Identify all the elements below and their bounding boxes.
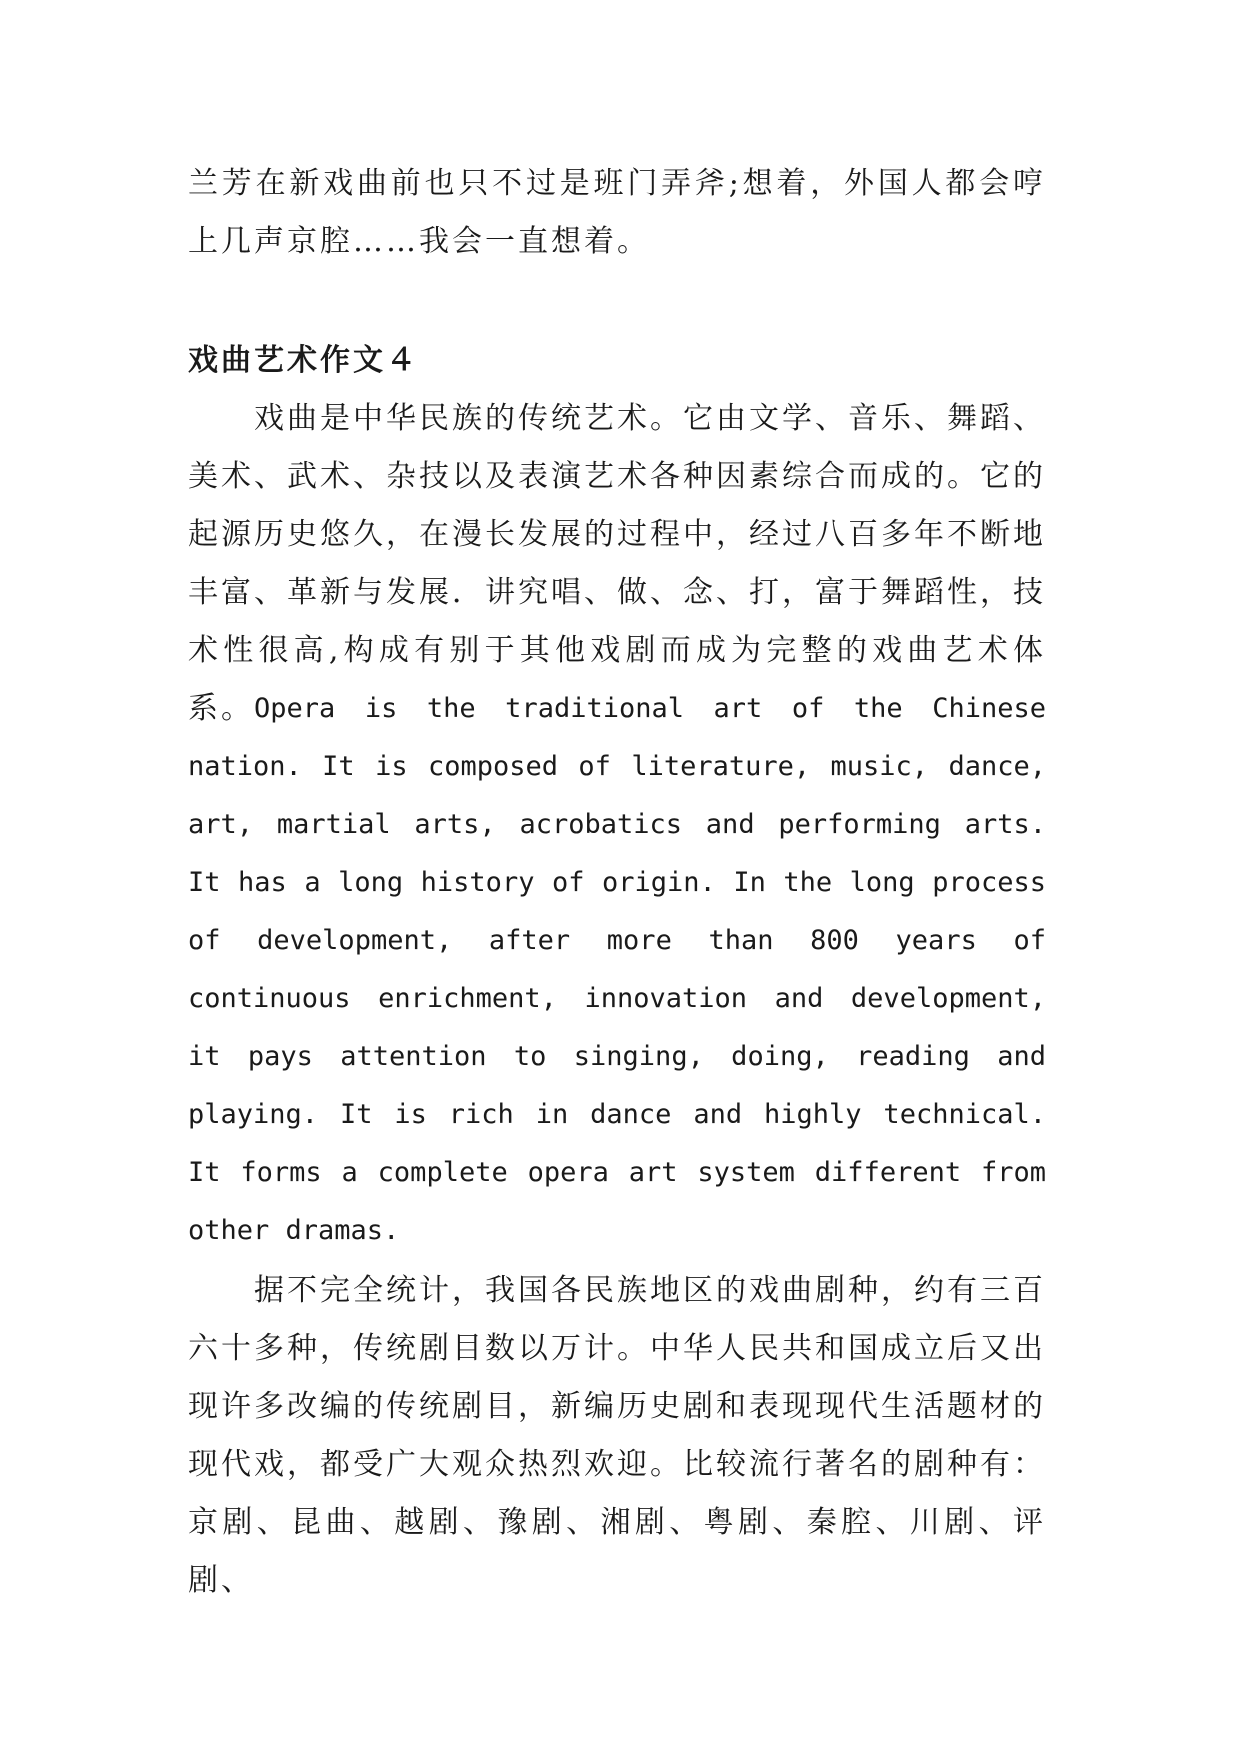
body-en-paragraph: Opera is the traditional art of the Chinese nation. It is composed of literature, music, dance, art, martial arts, acrobatics and performing arts. It has a long history of origin. In the long process of development, after more than 800 years of continuous enrichment, innovation and development, it pays attention to singing, doing, reading and playing. It is rich in dance and highly technical. It forms a complete opera art system different from other dramas. [188, 693, 1046, 1246]
body-cn-paragraph-1: 戏曲是中华民族的传统艺术。它由文学、音乐、舞蹈、美术、武术、杂技以及表演艺术各种因素综合而成的。它的起源历史悠久，在漫长发展的过程中，经过八百多年不断地丰富、革新与发展．讲究唱、做、念、打，富于舞蹈性，技术性很高,构成有别于其他戏剧而成为完整的戏曲艺术体系。 [188, 401, 1046, 726]
body-en-paragraph-block [188, 680, 1046, 1260]
intro-paragraph-block [188, 155, 1046, 271]
section-title: 戏曲艺术作文４ [188, 343, 419, 378]
body-cn-paragraph-2-block [188, 1262, 1046, 1610]
intro-paragraph: 兰芳在新戏曲前也只不过是班门弄斧;想着，外国人都会哼上几声京腔……我会一直想着。 [188, 166, 1046, 259]
body-cn-paragraph-2: 据不完全统计，我国各民族地区的戏曲剧种，约有三百六十多种，传统剧目数以万计。中华人民共和国成立后又出现许多改编的传统剧目，新编历史剧和表现现代生活题材的现代戏，都受广大观众热烈欢迎。比较流行著名的剧种有：京剧、昆曲、越剧、豫剧、湘剧、粤剧、秦腔、川剧、评剧、 [188, 1273, 1046, 1598]
section-title-block [188, 332, 1046, 390]
